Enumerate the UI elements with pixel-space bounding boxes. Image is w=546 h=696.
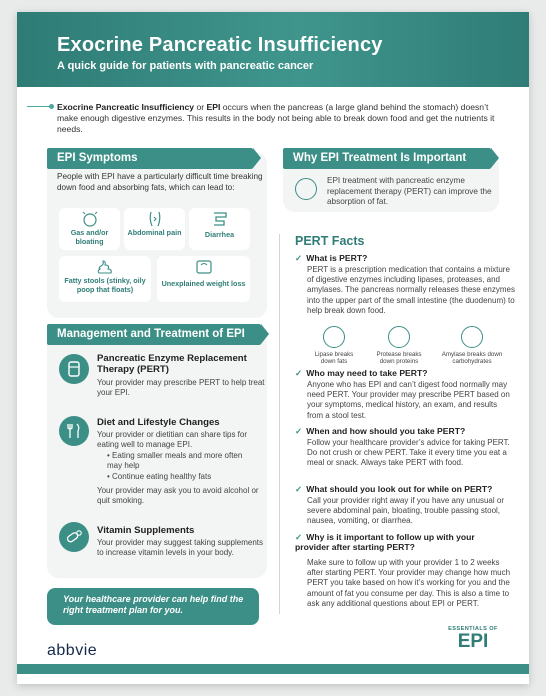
protein-icon (388, 326, 410, 348)
check-icon: ✓ (295, 426, 303, 436)
enzyme-label: Protease breaks down proteins (376, 351, 422, 365)
pert-question-text: Why is it important to follow up with your provider after starting PERT? (295, 532, 475, 552)
pert-question-text: What is PERT? (306, 253, 368, 263)
intro-abbr: EPI (206, 102, 221, 112)
fact-sheet (17, 12, 529, 684)
check-icon: ✓ (295, 253, 303, 263)
pert-question (295, 532, 505, 552)
enzyme-label: Lipase breaks down fats (314, 351, 354, 365)
intro-or: or (194, 102, 207, 112)
intro-divider (27, 106, 51, 107)
epi-logo-small: ESSENTIALS OF (448, 626, 498, 632)
intro-term: Exocrine Pancreatic Insufficiency (57, 102, 195, 112)
symptom-label: Abdominal pain (127, 228, 182, 237)
symptom-label: Fatty stools (stinky, oily poop that floats) (64, 276, 146, 294)
management-diet-text: Your provider or dietitian can share tips for eating well to manage EPI. (97, 430, 248, 450)
management-vitamin-text: Your provider may suggest taking supplements to increase vitamin levels in your body. (97, 538, 264, 558)
fat-droplet-icon (323, 326, 345, 348)
pert-answer: PERT is a prescription medication that contains a mixture of digestive enzymes including lipases, proteases, and amylases. The pancreas normally releases these enzymes into the upper part of the small intestine (the duodenum) to help break down food. (307, 265, 515, 315)
check-icon: ✓ (295, 484, 303, 494)
management-pert-title: Pancreatic Enzyme Replacement Therapy (PERT) (97, 353, 247, 375)
diet-bullet-text: Eating smaller meals and more often may help (107, 451, 243, 471)
page-title: Exocrine Pancreatic Insufficiency (57, 34, 383, 56)
why-text: EPI treatment with pancreatic enzyme replacement therapy (PERT) can improve the absorption of fat. (327, 176, 492, 206)
enzyme-label: Amylase breaks down carbohydrates (441, 351, 503, 365)
epi-logo-big: EPI (457, 631, 489, 652)
pert-capsule-icon (59, 354, 89, 384)
enzyme-protease (369, 326, 429, 365)
pert-answer: Make sure to follow up with your provider 1 to 2 weeks after starting PERT. Your provider may change how much PERT you take based on how it’s working for you and the amount of fat you consume per day. This is also a time to ask any additional questions about EPI or PERT. (307, 558, 511, 608)
symptom-tile-weight-loss (157, 256, 250, 302)
pert-question-text: When and how should you take PERT? (306, 426, 466, 436)
abdominal-pain-icon (146, 211, 164, 227)
callout-box (47, 588, 259, 625)
symptom-label: Unexplained weight loss (161, 279, 246, 288)
pert-question (295, 253, 367, 263)
footer-bar (17, 664, 529, 674)
management-diet-title: Diet and Lifestyle Changes (97, 417, 220, 428)
symptom-tile-diarrhea (189, 208, 250, 250)
pert-question (295, 484, 492, 494)
stool-icon (96, 259, 114, 275)
diet-bullet: • Eating smaller meals and more often may help (107, 451, 243, 471)
check-icon: ✓ (295, 532, 303, 542)
essentials-of-epi-logo (445, 626, 501, 652)
vitamin-pills-icon (59, 522, 89, 552)
enzyme-lipase (307, 326, 361, 365)
symptom-label: Diarrhea (204, 230, 235, 239)
page-subtitle: A quick guide for patients with pancreatic cancer (57, 60, 314, 72)
supplement-bottle-icon (295, 178, 317, 200)
pert-answer: Anyone who has EPI and can’t digest food normally may need PERT. Your provider may prescribe PERT based on your symptoms, medical history, an exam, and results from a stool test. (307, 380, 510, 420)
management-pert-text: Your provider may prescribe PERT to help treat your EPI. (97, 378, 265, 398)
check-icon: ✓ (295, 368, 303, 378)
title-banner (17, 12, 529, 87)
pert-answer: Call your provider right away if you have any unusual or severe abdominal pain, bloating, trouble passing stool, nausea, vomiting, or diarrhea. (307, 496, 504, 526)
enzyme-amylase (439, 326, 505, 365)
fork-knife-icon (59, 416, 89, 446)
intro-text: occurs when the pancreas (a large gland behind the stomach) doesn’t make enough digestive enzymes. This results in the body not being able to break down food and get the nutrients it needs. (57, 102, 495, 134)
callout-text: Your healthcare provider can help find the right treatment plan for you. (63, 594, 244, 615)
pert-question (295, 426, 465, 436)
symptom-tile-abdominal-pain (124, 208, 185, 250)
abbvie-logo: abbvie (47, 642, 98, 659)
pert-divider (279, 234, 280, 614)
symptom-label: Gas and/or bloating (70, 228, 109, 246)
symptoms-text: People with EPI have a particularly difficult time breaking down food and absorbing fats, which can lead to: (57, 172, 263, 192)
management-vitamin-title: Vitamin Supplements (97, 525, 195, 536)
pert-question-text: Who may need to take PERT? (306, 368, 428, 378)
scale-icon (195, 259, 213, 275)
carbohydrate-icon (461, 326, 483, 348)
pert-question-text: What should you look out for while on PERT? (306, 484, 493, 494)
diet-bullet: • Continue eating healthy fats (107, 472, 212, 481)
pert-answer: Follow your healthcare provider’s advice for taking PERT. Do not crush or chew PERT. Take it every time you eat a meal or snack. Always take PERT with food. (307, 438, 510, 468)
bloating-icon (81, 211, 99, 227)
pert-title: PERT Facts (295, 234, 365, 248)
symptom-tile-bloating (59, 208, 120, 250)
diet-bullet-text: Continue eating healthy fats (112, 472, 212, 481)
intro-dot (49, 104, 54, 109)
symptoms-header: EPI Symptoms (47, 148, 253, 169)
symptom-tile-fatty-stools (59, 256, 151, 302)
intro-paragraph (57, 102, 502, 135)
pert-question (295, 368, 428, 378)
why-header: Why EPI Treatment Is Important (283, 148, 491, 169)
management-header: Management and Treatment of EPI (47, 324, 261, 345)
management-diet-text-2: Your provider may ask you to avoid alcohol or quit smoking. (97, 486, 259, 506)
intestine-icon (211, 211, 229, 227)
